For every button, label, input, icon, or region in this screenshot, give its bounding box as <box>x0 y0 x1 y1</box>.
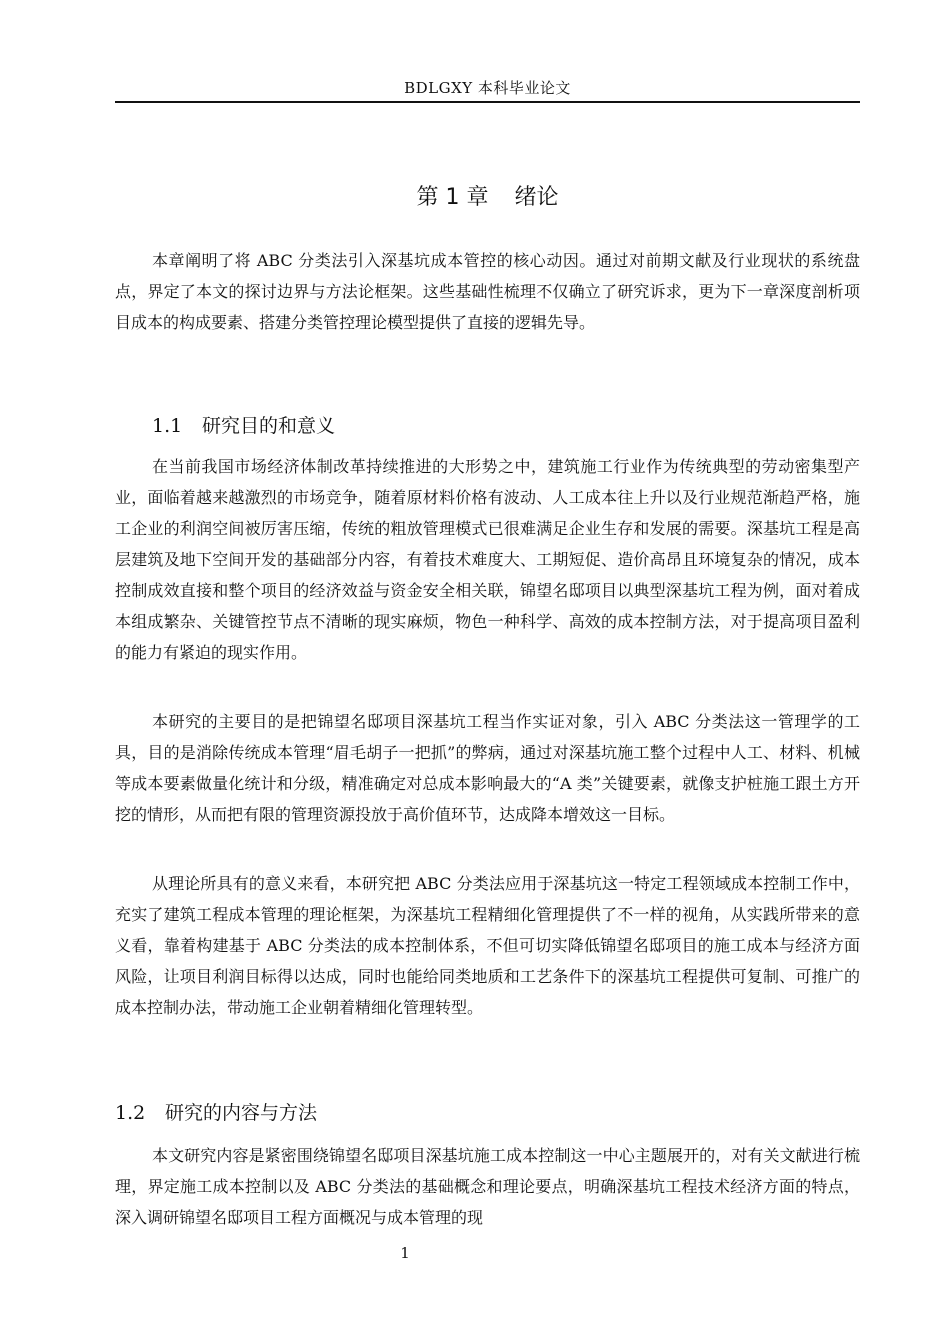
running-header: BDLGXY 本科毕业论文 <box>404 79 571 97</box>
section-heading-1-2 <box>115 1098 317 1125</box>
section-heading-1-1 <box>152 411 335 438</box>
chapter-title <box>115 180 860 211</box>
intro-paragraph: 本章阐明了将 ABC 分类法引入深基坑成本管控的核心动因。通过对前期文献及行业现状的系统盘点，界定了本文的探讨边界与方法论框架。这些基础性梳理不仅确立了研究诉求，更为下一章深度剖析项目成本的构成要素、搭建分类管控理论模型提供了直接的逻辑先导。 <box>115 251 860 332</box>
paragraph-content: 本文研究内容是紧密围绕锦望名邸项目深基坑施工成本控制这一中心主题展开的，对有关文献进行梳理，界定施工成本控制以及 ABC 分类法的基础概念和理论要点，明确深基坑工程技术经济方面的特点，深入调研锦望名邸项目工程方面概况与成本管理的现 <box>115 1146 860 1227</box>
section-title-text: 研究目的和意义 <box>202 415 336 437</box>
paragraph-purpose: 在当前我国市场经济体制改革持续推进的大形势之中，建筑施工行业作为传统典型的劳动密集型产业，面临着越来越激烈的市场竞争，随着原材料价格有波动、人工成本往上升以及行业规范渐趋严格，施工企业的利润空间被厉害压缩，传统的粗放管理模式已很难满足企业生存和发展的需要。深基坑工程是高层建筑及地下空间开发的基础部分内容，有着技术难度大、工期短促、造价高昂且环境复杂的情况，成本控制成效直接和整个项目的经济效益与资金安全相关联，锦望名邸项目以典型深基坑工程为例，面对着成本组成繁杂、关键管控节点不清晰的现实麻烦，物色一种科学、高效的成本控制方法，对于提高项目盈利的能力有紧迫的现实作用。 <box>115 457 860 662</box>
section-number: 1.2 <box>115 1102 146 1124</box>
paragraph-objective: 本研究的主要目的是把锦望名邸项目深基坑工程当作实证对象，引入 ABC 分类法这一管理学的工具，目的是消除传统成本管理“眉毛胡子一把抓”的弊病，通过对深基坑施工整个过程中人工、材料、机械等成本要素做量化统计和分级，精准确定对总成本影响最大的“A 类”关键要素，就像支护桩施工跟土方开挖的情形，从而把有限的管理资源投放于高价值环节，达成降本增效这一目标。 <box>115 712 860 824</box>
header-rule <box>115 101 860 103</box>
section-title-text: 研究的内容与方法 <box>165 1102 318 1124</box>
page-number: 1 <box>400 1244 410 1262</box>
chapter-name: 绪论 <box>514 185 559 210</box>
chapter-number: 第 1 章 <box>416 185 489 210</box>
section-number: 1.1 <box>152 415 183 437</box>
paragraph-significance: 从理论所具有的意义来看，本研究把 ABC 分类法应用于深基坑这一特定工程领域成本控制工作中，充实了建筑工程成本管理的理论框架，为深基坑工程精细化管理提供了不一样的视角，从实践所带来的意义看，靠着构建基于 ABC 分类法的成本控制体系，不但可切实降低锦望名邸项目的施工成本与经济方面风险，让项目利润目标得以达成，同时也能给同类地质和工艺条件下的深基坑工程提供可复制、可推广的成本控制办法，带动施工企业朝着精细化管理转型。 <box>115 874 860 1017</box>
